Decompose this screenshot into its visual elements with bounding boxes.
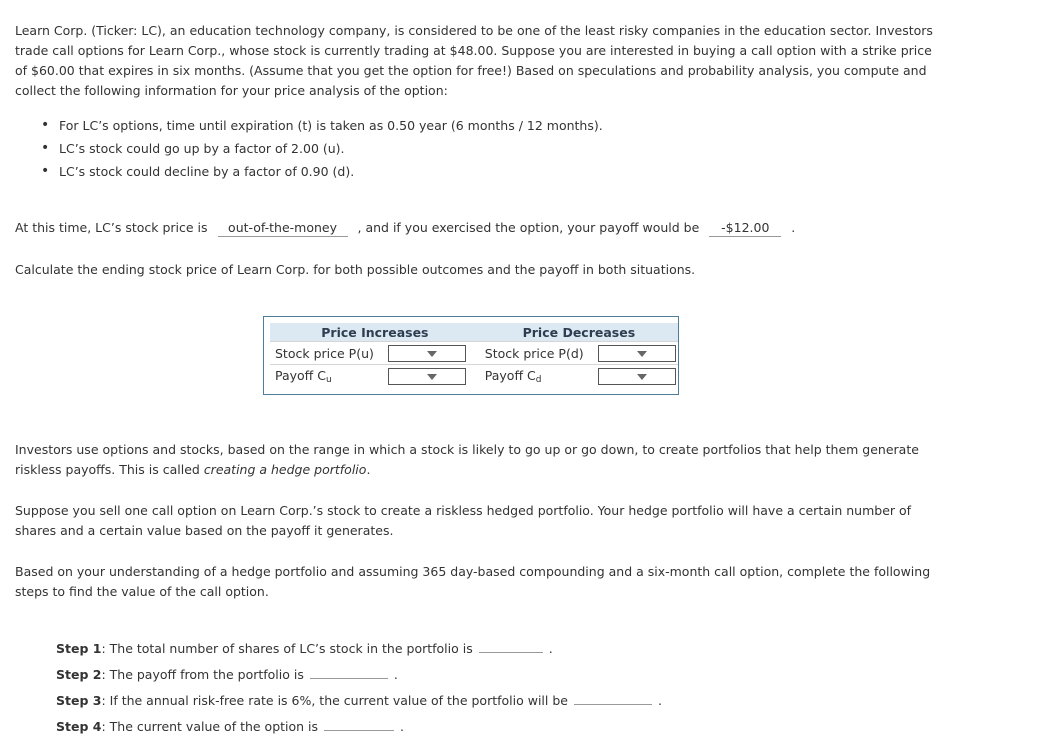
payoff-up-text: Payoff C xyxy=(275,367,326,383)
step-3 xyxy=(56,688,662,714)
price-outcome-table xyxy=(263,316,679,395)
step-end: . xyxy=(548,641,553,656)
hedge-term: creating a hedge portfolio xyxy=(203,462,367,477)
step-text: : If the annual risk-free rate is 6%, the current value of the portfolio will be xyxy=(101,693,568,708)
step-1-answer-field[interactable] xyxy=(479,638,543,653)
step-4 xyxy=(56,714,662,740)
question-text-middle: , and if you exercised the option, your payoff would be xyxy=(357,220,700,235)
payoff-down-cell xyxy=(598,365,678,388)
question-text-after: . xyxy=(791,220,796,235)
step-text: : The current value of the option is xyxy=(101,719,319,734)
header-price-decreases: Price Decreases xyxy=(480,323,678,342)
payoff-up-label xyxy=(270,365,388,388)
steps-list xyxy=(56,636,662,740)
chevron-down-icon xyxy=(637,351,647,357)
question-text-before: At this time, LC’s stock price is xyxy=(15,220,208,235)
intro-paragraph: Learn Corp. (Ticker: LC), an education technology company, is considered to be one of the least risky companies in the education sector. Investors trade call options for Learn Corp., whose stock is currently trading at $48.00. Suppose you are interested in buying a call option with a strike price of $60.00 that expires in six months. (Assume that you get the option for free!) Based on speculations and probability analysis, you compute and collect the following information for your price analysis of the option: xyxy=(15,23,933,98)
table-row xyxy=(270,342,678,365)
hedge-portfolio-paragraph: Suppose you sell one call option on Learn Corp.’s stock to create a riskless hedged portfolio. Your hedge portfolio will have a certain number of shares and a certain value based on the payoff it generates. xyxy=(15,503,912,538)
stock-price-down-label: Stock price P(d) xyxy=(480,342,598,365)
step-label: Step 1 xyxy=(56,641,102,656)
moneyness-question xyxy=(15,218,795,238)
payoff-down-dropdown[interactable] xyxy=(598,368,676,385)
stock-price-up-dropdown[interactable] xyxy=(388,345,466,362)
payoff-answer-field[interactable]: -$12.00 xyxy=(709,220,781,237)
stock-price-up-label: Stock price P(u) xyxy=(270,342,388,365)
step-text: : The payoff from the portfolio is xyxy=(101,667,304,682)
step-end: . xyxy=(393,667,398,682)
stock-price-down-cell xyxy=(598,342,678,365)
step-label: Step 3 xyxy=(56,693,102,708)
calc-prompt: Calculate the ending stock price of Learn Corp. for both possible outcomes and the payoff in both situations. xyxy=(15,262,696,277)
step-3-answer-field[interactable] xyxy=(574,690,652,705)
payoff-up-subscript: u xyxy=(326,374,332,385)
assumptions-list xyxy=(15,114,603,183)
step-label: Step 2 xyxy=(56,667,102,682)
table-header-row xyxy=(270,323,678,342)
table-row xyxy=(270,365,678,388)
step-2 xyxy=(56,662,662,688)
chevron-down-icon xyxy=(427,351,437,357)
step-4-answer-field[interactable] xyxy=(324,716,394,731)
payoff-down-text: Payoff C xyxy=(484,367,536,383)
step-text: : The total number of shares of LC’s stock in the portfolio is xyxy=(101,641,473,656)
hedge-intro-paragraph xyxy=(15,440,940,480)
list-item: • LC’s stock could decline by a factor of 0.90 (d). xyxy=(15,160,603,183)
list-item: • LC’s stock could go up by a factor of 2.00 (u). xyxy=(15,137,603,160)
step-end: . xyxy=(400,719,405,734)
step-1 xyxy=(56,636,662,662)
moneyness-answer-field[interactable]: out-of-the-money xyxy=(218,220,348,237)
payoff-down-subscript: d xyxy=(535,374,542,385)
chevron-down-icon xyxy=(637,374,647,380)
step-2-answer-field[interactable] xyxy=(310,664,388,679)
step-label: Step 4 xyxy=(56,719,102,734)
hedge-intro-text: Investors use options and stocks, based on the range in which a stock is likely to go up or go down, to create portfolios that help them generate riskless payoffs. This is called xyxy=(15,442,919,477)
header-price-increases: Price Increases xyxy=(270,323,480,342)
stock-price-down-dropdown[interactable] xyxy=(598,345,676,362)
step-end: . xyxy=(657,693,662,708)
chevron-down-icon xyxy=(427,374,437,380)
stock-price-up-cell xyxy=(388,342,480,365)
payoff-up-dropdown[interactable] xyxy=(388,368,466,385)
payoff-up-cell xyxy=(388,365,480,388)
hedge-intro-end: . xyxy=(366,462,371,477)
list-item: • For LC’s options, time until expiration (t) is taken as 0.50 year (6 months / 12 months). xyxy=(15,114,603,137)
payoff-down-label xyxy=(480,365,598,388)
instructions-paragraph: Based on your understanding of a hedge portfolio and assuming 365 day-based compounding and a six-month call option, complete the following steps to find the value of the call option. xyxy=(15,564,931,599)
